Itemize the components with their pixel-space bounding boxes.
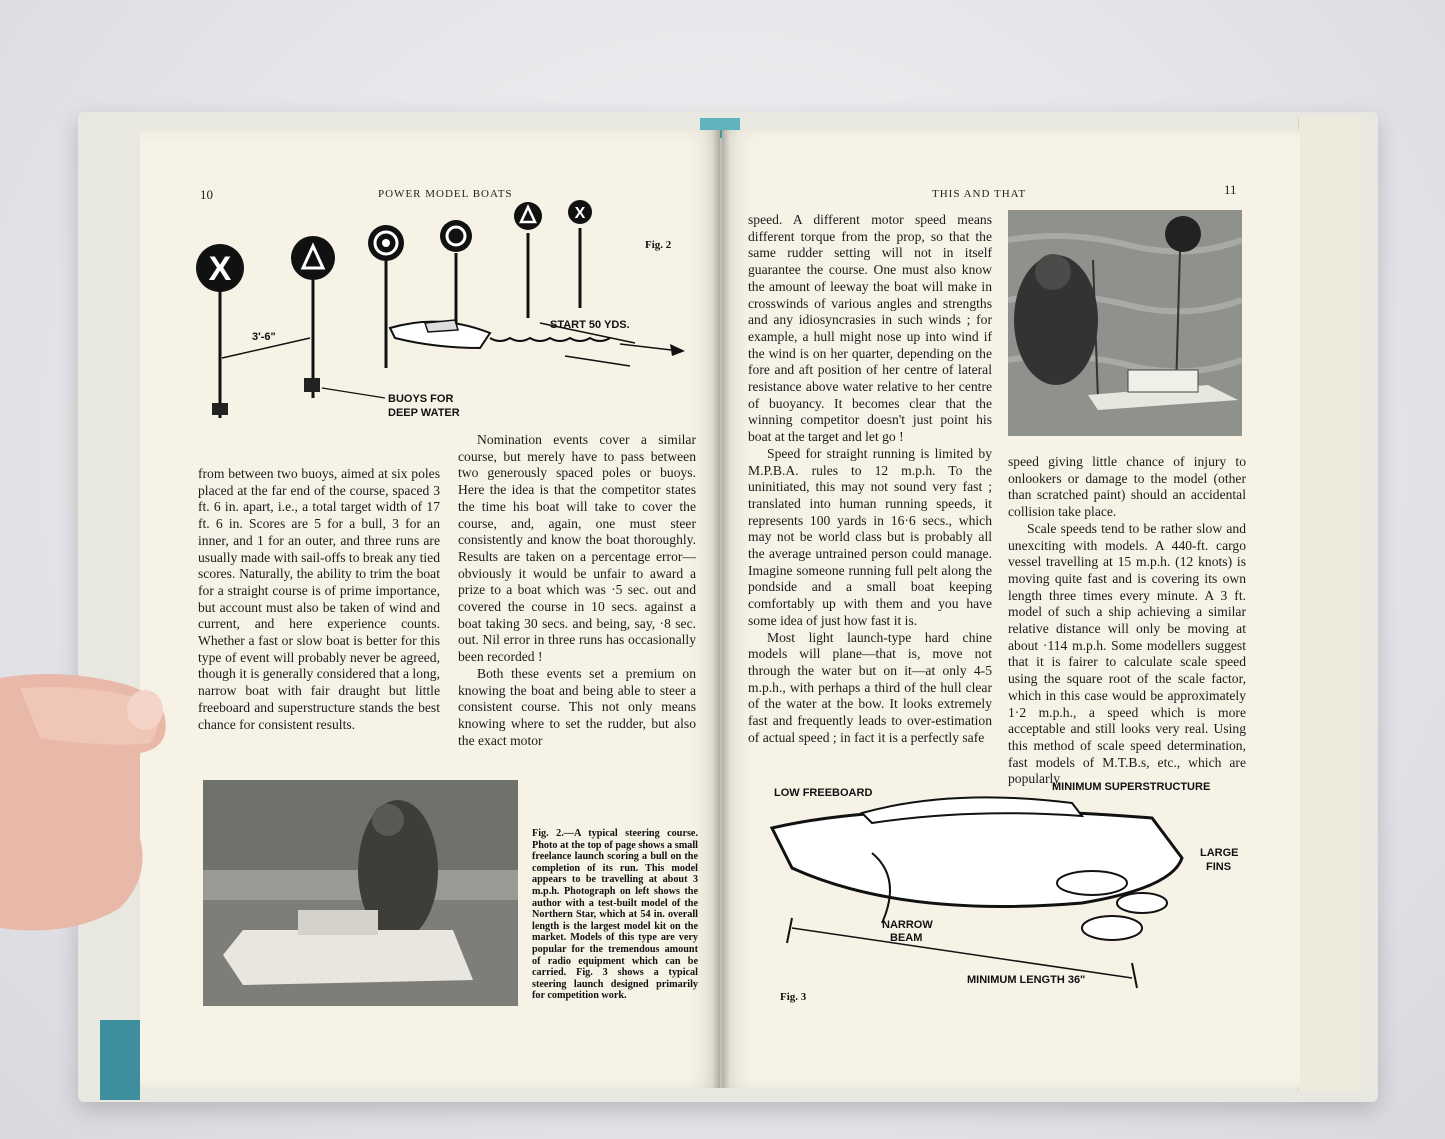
paragraph: Nomination events cover a similar course, but merely have to pass between two generously spaced poles or buoys. Here the idea is that the competitor states the time his boat will take to cover the course, and, again, one must steer consistently and know the boat thoroughly. Results are taken on a percentage error—obviously it would be unfair to award a prize to a boat which was ·5 sec. out and covered the course in 10 secs. against a boat taking 30 secs. and being, say, ·8 sec. out. Nil error in three runs has occasionally been recorded ! [458,432,696,665]
paragraph: speed giving little chance of injury to onlookers or damage to the model (other than scratched paint) should an accidental collision take place. [1008,454,1246,520]
fig-2-label: Fig. 2 [645,239,672,251]
diagram-min-length-label: MINIMUM LENGTH 36" [967,974,1086,986]
running-head-right: THIS AND THAT [932,188,1027,200]
left-page-column-1 [198,466,440,733]
page-stack [1298,118,1361,1090]
launch-design-diagram [752,778,1252,1008]
book-gutter [712,130,730,1088]
author-with-model-photo [203,780,518,1006]
page-number-left: 10 [200,187,213,202]
paragraph: Speed for straight running is limited by M.P.B.A. rules to 12 m.p.h. To the uninitiated, this may not sound very fast ; translated into human running speeds, it represents 100 yards in 16·6 secs., which may not be world class but is probably all the average untrained person could manage. Imagine someone running full pelt along the pondside and a small boat keeping comfortably up with them and you have some idea of just how fast it is. [748,445,992,628]
fig-3-label: Fig. 3 [780,991,807,1003]
paragraph: Both these events set a premium on knowing the boat and being able to steer a consistent course. This not only means knowing where to set the rudder, but also the exact motor [458,665,696,748]
diagram-buoys-label-1: BUOYS FOR [388,393,454,405]
diagram-buoys-label-2: DEEP WATER [388,407,460,419]
diagram-spacing-label: 3'-6" [252,331,276,343]
target-signs [196,200,592,292]
running-head-left: POWER MODEL BOATS [378,188,513,200]
paragraph: Scale speeds tend to be rather slow and unexciting with models. A 440-ft. cargo vessel travelling at 15 m.p.h. (12 knots) is moving quite fast and is covering its own length three times every minute. A 3 ft. model of such a ship achieving a similar relative distance will only be moving at about ·114 m.p.h. Some modellers suggest that it is fairer to calculate scale speed using the square root of the scale factor, which in this case would be approximately 1·2 m.p.h., a speed which is more acceptable and still looks very real. Using this method of scale speed determination, fast models of M.T.B.s, etc., which are popularly [1008,520,1246,787]
paragraph: Most light launch-type hard chine models will plane—that is, move not through the water but on it—at only 4-5 m.p.h., with perhaps a third of the hull clear of the water at the bow. It looks extremely fast and frequently leads to over-estimation of actual speed ; in fact it is a perfectly safe [748,629,992,745]
right-page-column-1 [748,212,992,747]
diagram-narrow-label-1: NARROW [882,919,933,931]
cover-spine-edge [100,1020,140,1100]
svg-text:X: X [574,205,586,222]
diagram-narrow-label-2: BEAM [890,932,923,944]
diagram-min-superstructure-label: MINIMUM SUPERSTRUCTURE [1052,781,1211,793]
launch-on-pond-photo [1008,210,1242,436]
diagram-large-fins-label-1: LARGE [1200,847,1239,859]
diagram-start-label: START 50 YDS. [550,319,630,331]
fig-2-caption: Fig. 2.—A typical steering course. Photo at the top of page shows a small freelance launch scoring a bull on the completion of its run. This model appears to be travelling at about 3 m.p.h. Photograph on left shows the author with a test-built model of the Northern Star, which at 54 in. overall length is the largest model kit on the market. Models of this type are very popular for the tremendous amount of radio equipment which can be carried. Fig. 3 shows a typical steering launch designed primarily for competition work. [532,828,698,1002]
diagram-large-fins-label-2: FINS [1206,861,1232,873]
right-page-column-2 [1008,454,1246,788]
paragraph: speed. A different motor speed means different torque from the prop, so that the same rudder setting will not in itself guarantee the course. One must also know the amount of leeway the boat will make in crosswinds of various angles and strengths and any idiosyncrasies in such winds ; for example, a hull might nose up into wind if the wind is on her quarter, depending on the fore and aft position of her centre of lateral resistance above water relative to her centre of buoyancy. It becomes clear that the winning competitor doesn't just point his boat at the target and let go ! [748,212,992,445]
paragraph: from between two buoys, aimed at six poles placed at the far end of the course, spaced 3 ft. 6 in. apart, i.e., a total target width of 17 ft. 6 in. Scores are 5 for a bull, 3 for an inner, and 1 for an outer, and three runs are usually made with sail-offs to break any tied scores. Naturally, the ability to trim the boat for a straight course is of prime importance, but account must also be taken of wind and current, and here experience counts. Whether a fast or slow boat is better for this type of event will probably never be agreed, though it is generally considered that a long, narrow boat with fair draught but little freeboard and superstructure stands the best chance for consistent results. [198,466,440,732]
left-page-column-2 [458,432,696,749]
steering-course-diagram [190,198,690,448]
right-page [722,130,1300,1088]
hand-holding-book [0,648,172,938]
diagram-low-freeboard-label: LOW FREEBOARD [774,787,873,799]
page-number-right: 11 [1224,182,1237,197]
left-page [140,130,720,1088]
svg-text:X: X [208,250,232,288]
